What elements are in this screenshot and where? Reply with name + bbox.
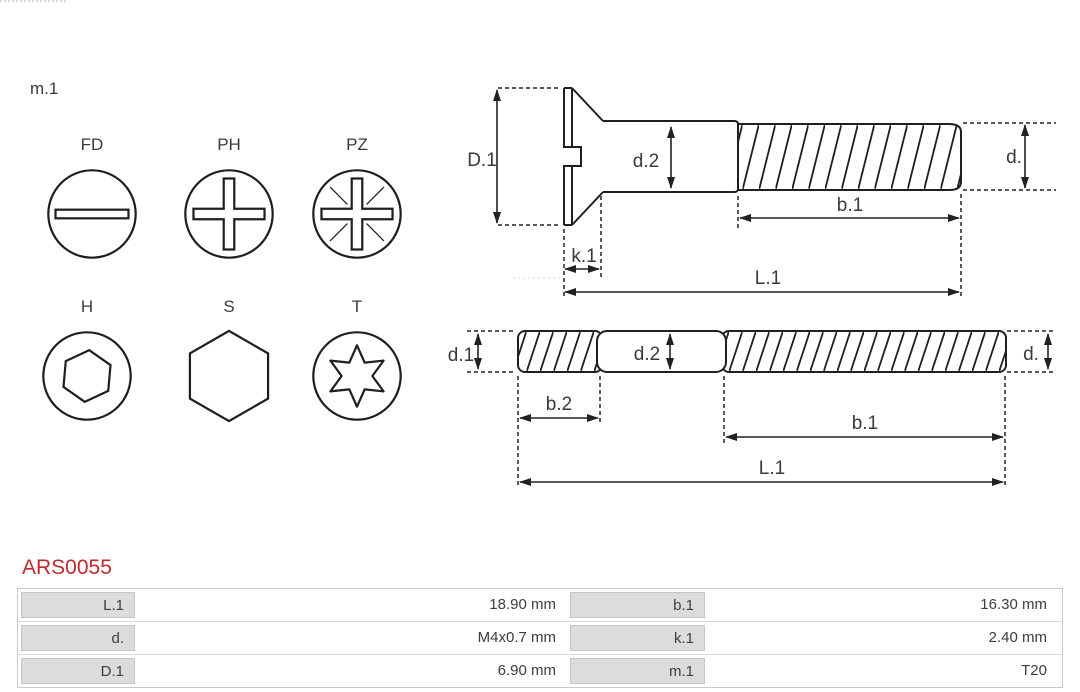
dim-label-b1-bottom: b.1	[851, 413, 879, 434]
spec-value: 6.90 mm	[137, 658, 568, 684]
drive-type-h-label: H	[80, 297, 94, 316]
dim-label-b1-top: b.1	[836, 195, 864, 216]
dim-label-b2-bottom: b.2	[545, 394, 573, 415]
pozidriv-drive-icon	[309, 166, 405, 262]
material-label: m.1	[30, 79, 59, 98]
drive-type-fd	[44, 136, 140, 267]
spec-label: k.1	[570, 625, 705, 651]
spec-value: T20	[707, 658, 1059, 684]
table-row	[18, 589, 1062, 621]
corner-crop-artifact	[0, 0, 66, 2]
slotted-drive-icon	[44, 166, 140, 262]
drive-type-s-label: S	[223, 297, 235, 316]
drive-type-h	[39, 298, 135, 429]
hex-external-drive-icon	[181, 328, 277, 424]
dim-label-L1-top: L.1	[754, 268, 782, 289]
dim-label-d-bottom: d.	[1023, 344, 1039, 365]
table-row	[18, 621, 1062, 654]
drive-type-fd-label: FD	[80, 135, 104, 154]
drive-type-t	[309, 298, 405, 429]
spec-label: L.1	[21, 592, 135, 618]
drive-type-pz	[309, 136, 405, 267]
stud-side-view	[448, 331, 1056, 486]
dim-label-d-top: d.	[1006, 147, 1022, 168]
dim-label-D1-top: D.1	[467, 150, 497, 171]
torx-drive-icon	[309, 328, 405, 424]
spec-label: m.1	[570, 658, 705, 684]
dim-label-d1-bottom: d.1	[447, 345, 475, 366]
drive-type-s	[181, 298, 277, 429]
spec-value: 18.90 mm	[137, 592, 568, 618]
spec-value: 16.30 mm	[707, 592, 1059, 618]
drive-type-ph	[181, 136, 277, 267]
dim-label-d2-top: d.2	[632, 151, 660, 172]
table-row	[18, 654, 1062, 687]
spec-label: b.1	[570, 592, 705, 618]
dim-label-d2-bottom: d.2	[633, 344, 661, 365]
spec-table	[17, 588, 1063, 688]
hex-socket-drive-icon	[39, 328, 135, 424]
phillips-drive-icon	[181, 166, 277, 262]
drive-type-pz-label: PZ	[346, 135, 368, 154]
spec-label: D.1	[21, 658, 135, 684]
drive-type-ph-label: PH	[217, 135, 241, 154]
dim-label-k1-top: k.1	[571, 246, 597, 267]
spec-value: 2.40 mm	[707, 625, 1059, 651]
spec-value: M4x0.7 mm	[137, 625, 568, 651]
spec-label: d.	[21, 625, 135, 651]
countersunk-screw-side-view	[467, 88, 1056, 299]
part-number: ARS0055	[22, 556, 112, 579]
dim-label-L1-bottom: L.1	[758, 458, 786, 479]
screw-technical-drawings	[440, 70, 1080, 500]
drive-type-t-label: T	[351, 297, 363, 316]
